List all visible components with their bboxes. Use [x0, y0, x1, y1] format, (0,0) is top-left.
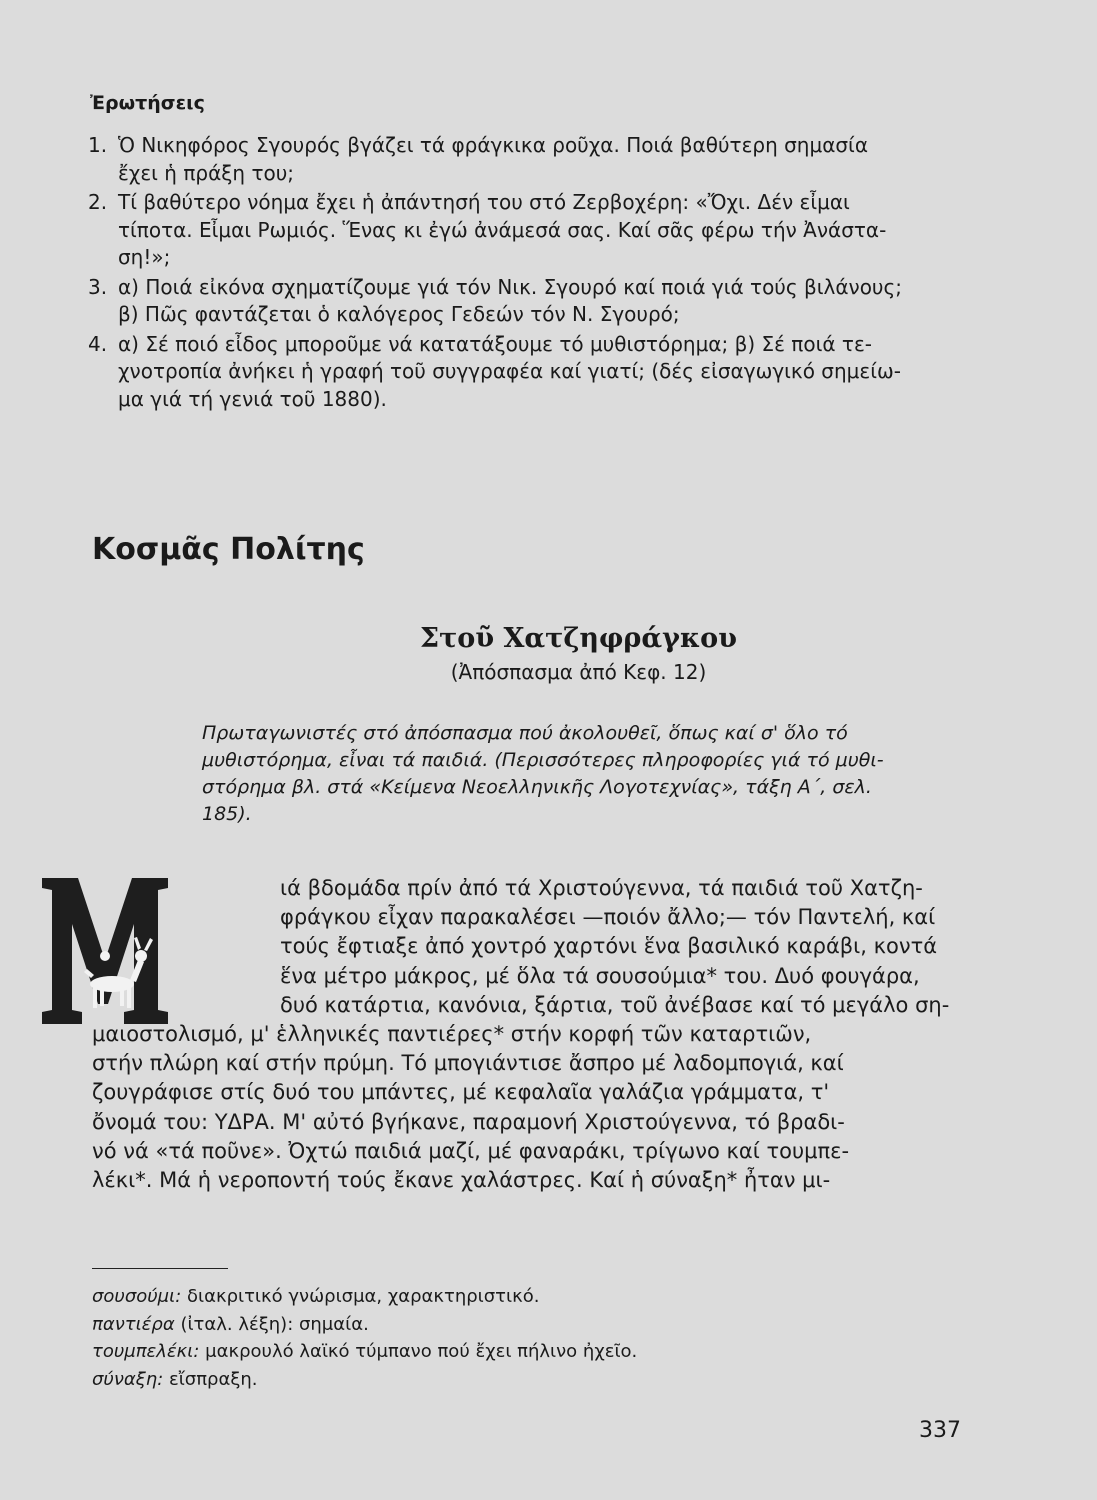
body-line: τούς ἔφτιαξε ἀπό χοντρό χαρτόνι ἕνα βασιλικό καράβι, κοντά: [280, 934, 938, 959]
footnotes: [92, 1283, 637, 1393]
page-number: 337: [919, 1418, 961, 1443]
body-line: φράγκου εἶχαν παρακαλέσει —ποιόν ἄλλο;— τόν Παντελή, καί: [280, 905, 936, 930]
footnote-definition: μακρουλό λαϊκό τύμπανο πού ἔχει πήλινο ἠχεῖο.: [199, 1341, 638, 1362]
question-text-line: ση!»;: [118, 245, 171, 269]
intro-line: Πρωταγωνιστές στό ἀπόσπασμα πού ἀκολουθεῖ, ὅπως καί σ' ὅλο τό: [202, 722, 848, 744]
footnote-definition: διακριτικό γνώρισμα, χαρακτηριστικό.: [181, 1286, 540, 1307]
body-line: δυό κατάρτια, κανόνια, ξάρτια, τοῦ ἀνέβασε καί τό μεγάλο ση-: [280, 992, 950, 1017]
question-text-line: α) Σέ ποιό εἶδος μποροῦμε νά κατατάξουμε τό μυθιστόρημα; β) Σέ ποιά τε-: [118, 331, 872, 356]
footnote-definition: εἴσπραξη.: [163, 1368, 258, 1390]
footnote: [92, 1311, 637, 1339]
excerpt-title: Στοῦ Χατζηφράγκου: [420, 623, 737, 654]
body-line: ιά βδομάδα πρίν ἀπό τά Χριστούγεννα, τά παιδιά τοῦ Χατζη-: [280, 876, 923, 900]
question-text-line: α) Ποιά εἰκόνα σχηματίζουμε γιά τόν Νικ. Σγουρό καί ποιά γιά τούς βιλάνους;: [118, 274, 902, 299]
footnote: [92, 1338, 637, 1366]
questions-list: [88, 132, 958, 415]
question-item: [88, 331, 958, 414]
question-text-line: ἔχει ἡ πράξη του;: [118, 160, 295, 185]
question-item: [88, 189, 958, 272]
questions-heading: Ἐρωτήσεις: [90, 92, 205, 114]
footnote-term: παντιέρα: [92, 1313, 175, 1335]
intro-line: στόρημα βλ. στά «Κείμενα Νεοελληνικῆς Λογοτεχνίας», τάξη Α΄, σελ.: [202, 776, 872, 798]
author-name: Κοσμᾶς Πολίτης: [92, 532, 365, 567]
footnote: [92, 1283, 637, 1311]
excerpt-subtitle: (Ἀπόσπασμα ἀπό Κεφ. 12): [450, 660, 707, 684]
excerpt-body: [92, 874, 962, 1195]
question-item: [88, 274, 958, 329]
question-number: 2.: [88, 190, 108, 214]
intro-paragraph: [202, 720, 962, 828]
footnote-divider: [92, 1268, 228, 1269]
body-line: στήν πλώρη καί στήν πρύμη. Τό μπογιάντισε ἄσπρο μέ λαδομπογιά, καί: [92, 1051, 844, 1076]
footnote-definition: (ἰταλ. λέξη): σημαία.: [174, 1313, 369, 1335]
question-text-line: χνοτροπία ἀνήκει ἡ γραφή τοῦ συγγραφέα καί γιατί; (δές εἰσαγωγικό σημείω-: [118, 359, 901, 383]
footnote-term: σουσούμι:: [92, 1286, 182, 1307]
question-text-line: β) Πῶς φαντάζεται ὁ καλόγερος Γεδεών τόν Ν. Σγουρό;: [118, 302, 680, 326]
question-text-line: μα γιά τή γενιά τοῦ 1880).: [118, 386, 387, 411]
question-text-line: Ὁ Νικηφόρος Σγουρός βγάζει τά φράγκικα ροῦχα. Ποιά βαθύτερη σημασία: [118, 133, 869, 157]
body-line: ζουγράφισε στίς δυό του μπάντες, μέ κεφαλαῖα γαλάζια γράμματα, τ': [92, 1080, 830, 1105]
question-number: 4.: [88, 331, 108, 356]
body-line: λέκι*. Μά ἡ νεροποντή τούς ἔκανε χαλάστρες. Καί ἡ σύναξη* ἦταν μι-: [92, 1168, 831, 1193]
intro-line: 185).: [202, 803, 252, 825]
question-text-line: Τί βαθύτερο νόημα ἔχει ἡ ἀπάντησή του στό Ζερβοχέρη: «Ὄχι. Δέν εἶμαι: [118, 190, 850, 214]
question-item: [88, 132, 958, 187]
body-line: ὄνομά του: ΥΔΡΑ. Μ' αὐτό βγήκανε, παραμονή Χριστούγεννα, τό βραδι-: [92, 1109, 845, 1134]
footnote: [92, 1366, 637, 1394]
body-line: νό νά «τά ποῦνε». Ὀχτώ παιδιά μαζί, μέ φαναράκι, τρίγωνο καί τουμπε-: [92, 1138, 850, 1163]
footnote-term: τουμπελέκι:: [92, 1341, 200, 1362]
intro-line: μυθιστόρημα, εἶναι τά παιδιά. (Περισσότερες πληροφορίες γιά τό μυθι-: [202, 749, 884, 771]
question-text-line: τίποτα. Εἶμαι Ρωμιός. Ἕνας κι ἐγώ ἀνάμεσά σας. Καί σᾶς φέρω τήν Ἀνάστα-: [118, 217, 887, 242]
body-line: μαιοστολισμό, μ' ἑλληνικές παντιέρες* στήν κορφή τῶν καταρτιῶν,: [92, 1022, 812, 1047]
body-line: ἕνα μέτρο μάκρος, μέ ὅλα τά σουσούμια* του. Δυό φουγάρα,: [280, 963, 920, 988]
question-number: 3.: [88, 274, 108, 299]
footnote-term: σύναξη:: [92, 1368, 164, 1390]
question-number: 1.: [88, 133, 108, 157]
